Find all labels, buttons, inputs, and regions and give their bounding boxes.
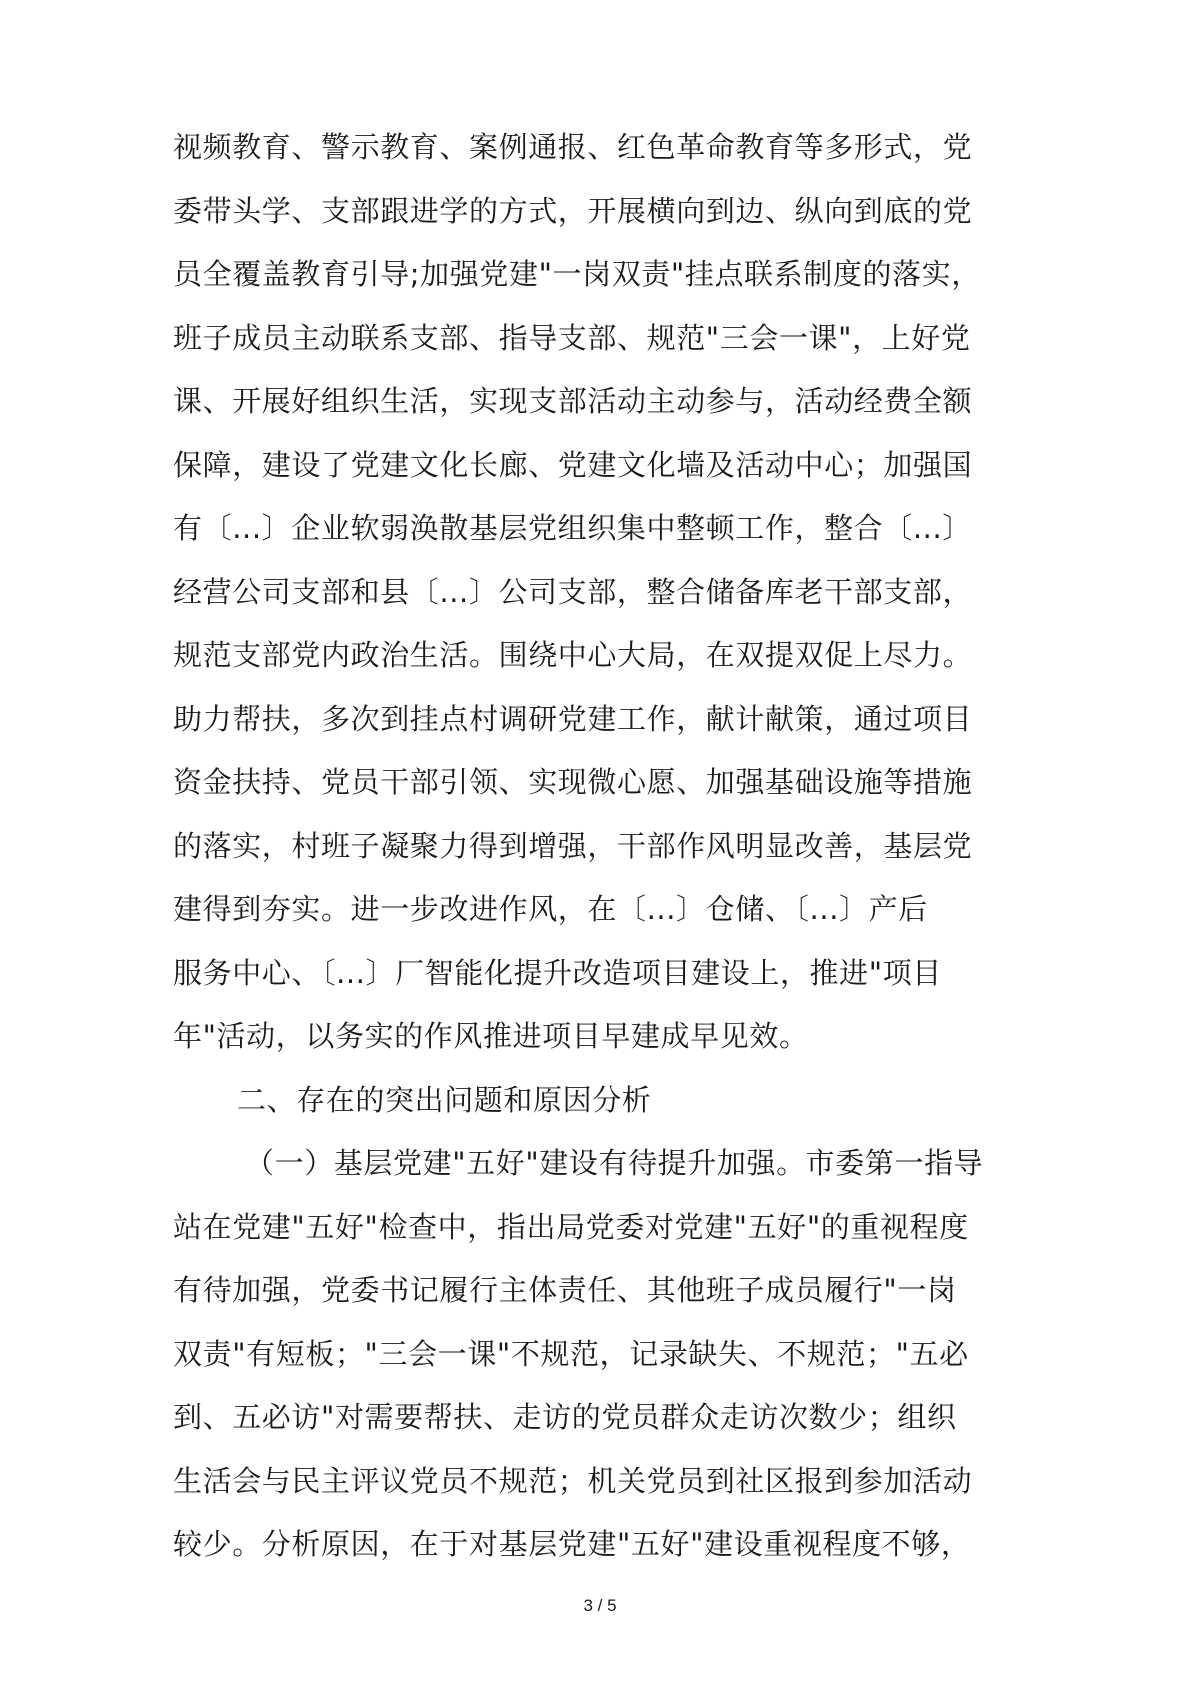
- subsection-line: 站在党建"五好"检查中，指出局党委对党建"五好"的重视程度: [173, 1209, 969, 1244]
- subsection-line: 到、五必访"对需要帮扶、走访的党员群众走访次数少；组织: [173, 1400, 957, 1434]
- paragraph-line: 资金扶持、党员干部引领、实现微心愿、加强基础设施等措施: [173, 765, 973, 799]
- paragraph-line: 委带头学、支部跟进学的方式，开展横向到边、纵向到底的党: [173, 193, 973, 228]
- paragraph-line: 有〔...〕企业软弱涣散基层党组织集中整顿工作，整合〔...〕: [173, 511, 972, 545]
- paragraph-line: 规范支部党内政治生活。围绕中心大局，在双提双促上尽力。: [173, 638, 973, 672]
- subsection-line: 双责"有短板；"三会一课"不规范，记录缺失、不规范；"五必: [173, 1336, 969, 1371]
- body-text: [173, 116, 1043, 1577]
- paragraph-line: 的落实，村班子凝聚力得到增强，干部作风明显改善，基层党: [173, 828, 973, 863]
- paragraph-line: 服务中心、〔...〕厂智能化提升改造项目建设上，推进"项目: [173, 955, 942, 990]
- paragraph-line: 保障，建设了党建文化长廊、党建文化墙及活动中心；加强国: [173, 447, 973, 482]
- paragraph-line: 年"活动，以务实的作风推进项目早建成早见效。: [173, 1019, 809, 1053]
- subsection-line: （一）基层党建"五好"建设有待提升加强。市委第一指导: [245, 1146, 984, 1180]
- subsection-line: 较少。分析原因，在于对基层党建"五好"建设重视程度不够，: [173, 1527, 971, 1561]
- paragraph-line: 课、开展好组织生活，实现支部活动主动参与，活动经费全额: [173, 384, 973, 418]
- paragraph-line: 建得到夯实。进一步改进作风，在〔...〕仓储、〔...〕产后: [173, 892, 928, 926]
- paragraph-line: 助力帮扶，多次到挂点村调研党建工作，献计献策，通过项目: [173, 701, 973, 736]
- section-heading: 二、存在的突出问题和原因分析: [237, 1082, 652, 1117]
- page-number: 3 / 5: [583, 1596, 617, 1615]
- paragraph-line: 班子成员主动联系支部、指导支部、规范"三会一课"，上好党: [173, 320, 971, 355]
- subsection-line: 生活会与民主评议党员不规范；机关党员到社区报到参加活动: [173, 1463, 973, 1498]
- paragraph-line: 经营公司支部和县〔...〕公司支部，整合储备库老干部支部，: [173, 574, 973, 609]
- paragraph-line: 视频教育、警示教育、案例通报、红色革命教育等多形式，党: [173, 130, 973, 164]
- subsection-line: 有待加强，党委书记履行主体责任、其他班子成员履行"一岗: [173, 1273, 957, 1307]
- paragraph-line: 员全覆盖教育引导;加强党建"一岗双责"挂点联系制度的落实，: [173, 257, 981, 291]
